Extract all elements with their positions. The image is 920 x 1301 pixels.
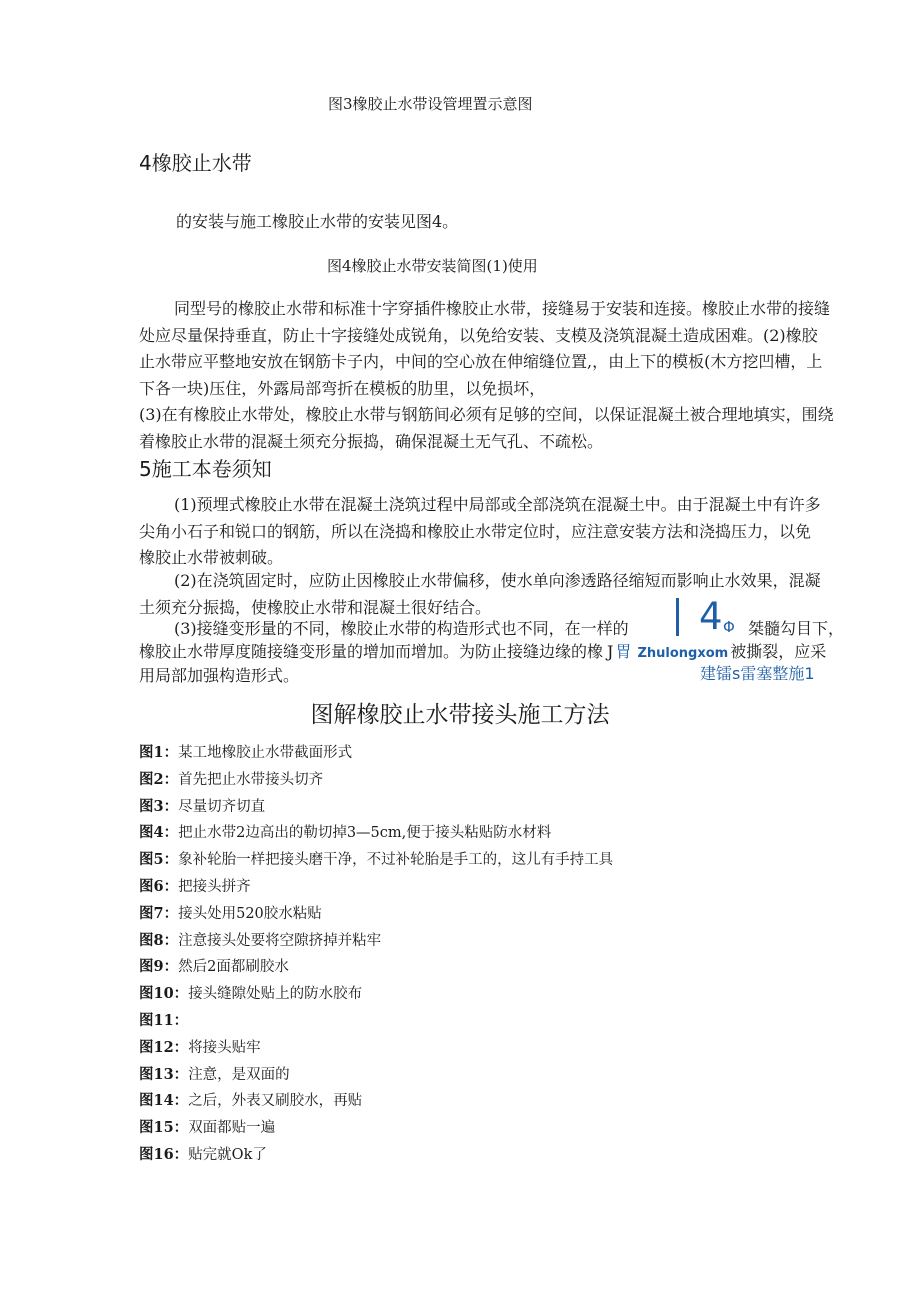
list-item: 图16：贴完就Ok了 (139, 1145, 267, 1163)
list-item: 图1：某工地橡胶止水带截面形式 (139, 744, 353, 761)
section-5-item-3-line-1: (3)接缝变形量的不同，橡胶止水带的构造形式也不同，在一样的 (174, 619, 629, 638)
list-item: 图3：尽量切齐切直 (139, 797, 266, 815)
list-item: 图12：将接头贴牢 (139, 1038, 261, 1056)
list-item: 图15：双面都贴一遍 (139, 1119, 276, 1137)
list-item: 图2：首先把止水带接头切齐 (139, 770, 324, 788)
list-item: 图13：注意，是双面的 (139, 1065, 290, 1083)
section-4-intro: 的安装与施工橡胶止水带的安装见图4。 (176, 212, 459, 231)
list-item: 图9：然后2面都刷胶水 (139, 958, 289, 976)
list-item: 图11： (139, 1011, 189, 1029)
line-2-j: J (607, 642, 614, 661)
figure-4-caption: 图4橡胶止水带安装简图(1)使用 (327, 257, 538, 275)
paragraph-line: (2)在浇筑固定时，应防止因橡胶止水带偏移，使水单向渗透路径缩短而影响止水效果，混凝 (174, 571, 821, 590)
paragraph-line: 尖角小石子和锐口的钢筋，所以在浇捣和橡胶止水带定位时，应注意安装方法和浇捣压力，以免 (139, 521, 812, 541)
paragraph-line: 橡胶止水带被刺破。 (139, 548, 284, 567)
watermark-symbol: Φ (723, 618, 735, 636)
paragraph-line: 处应尽量保持垂直，防止十字接缝处成锐角，以免给安装、支模及浇筑混凝土造成困难。(2)橡胶 (139, 325, 818, 345)
section-5-item-2 (139, 568, 863, 621)
watermark-char: 胃 (615, 642, 632, 661)
watermark-bar (676, 598, 679, 636)
method-title: 图解橡胶止水带接头施工方法 (310, 702, 610, 728)
list-item: 图7：接头处用520胶水粘贴 (139, 904, 322, 922)
section-5-heading: 5施工本卷须知 (139, 457, 272, 481)
section-4-heading: 4橡胶止水带 (139, 151, 252, 175)
figure-3-caption: 图3橡胶止水带设管埋置示意图 (328, 95, 533, 113)
paragraph-line: 土须充分振捣，使橡胶止水带和混凝土很好结合。 (139, 597, 492, 617)
line-2-start: 橡胶止水带厚度随接缝变形量的增加而增加。为防止接缝边缘的橡 (139, 642, 604, 661)
paragraph-line: 着橡胶止水带的混凝土须充分振捣，确保混凝土无气孔、不疏松。 (139, 431, 604, 451)
paragraph-line: 下各一块)压住，外露局部弯折在模板的肋里，以免损坏， (139, 378, 546, 398)
section-5-item-3-line-3: 用局部加强构造形式。 (139, 666, 300, 685)
list-item: 图5：象补轮胎一样把接头磨干净，不过补轮胎是手工的，这儿有手持工具 (139, 851, 614, 869)
list-item: 图8：注意接头处要将空隙挤掉并粘牢 (139, 931, 382, 949)
list-item: 图4：把止水带2边高出的勒切掉3—5cm,便于接头粘贴防水材料 (139, 824, 552, 842)
method-steps-list (139, 740, 613, 1169)
watermark-brand: Zhulongxom (637, 646, 729, 661)
paragraph-line: 止水带应平整地安放在钢筋卡子内，中间的空心放在伸缩缝位置,，由上下的模板(木方挖凹槽，上 (139, 352, 823, 371)
section-5-item-1 (139, 492, 863, 572)
section-4-paragraph (139, 296, 863, 455)
list-item: 图14：之后，外表又刷胶水，再贴 (139, 1092, 363, 1110)
section-5-item-3-line-2 (139, 642, 826, 664)
paragraph-line: (1)预埋式橡胶止水带在混凝土浇筑过程中局部或全部浇筑在混凝土中。由于混凝土中有许多 (174, 495, 821, 514)
watermark-line-2: 建镭s雷塞整施1 (700, 664, 815, 683)
paragraph-line: (3)在有橡胶止水带处，橡胶止水带与钢筋间必须有足够的空间，以保证混凝土被合理地填实，围绕 (139, 405, 834, 424)
list-item: 图6：把接头拼齐 (139, 877, 251, 895)
paragraph-line: 同型号的橡胶止水带和标准十字穿插件橡胶止水带，接缝易于安装和连接。橡胶止水带的接缝 (174, 299, 831, 318)
list-item: 图10：接头缝隙处贴上的防水胶布 (139, 985, 363, 1003)
line-2-end: 被撕裂，应采 (730, 642, 827, 661)
section-5-item-3-line-1-end: 桀髓勾目下， (748, 619, 845, 638)
watermark-digit: 4 (699, 595, 723, 638)
